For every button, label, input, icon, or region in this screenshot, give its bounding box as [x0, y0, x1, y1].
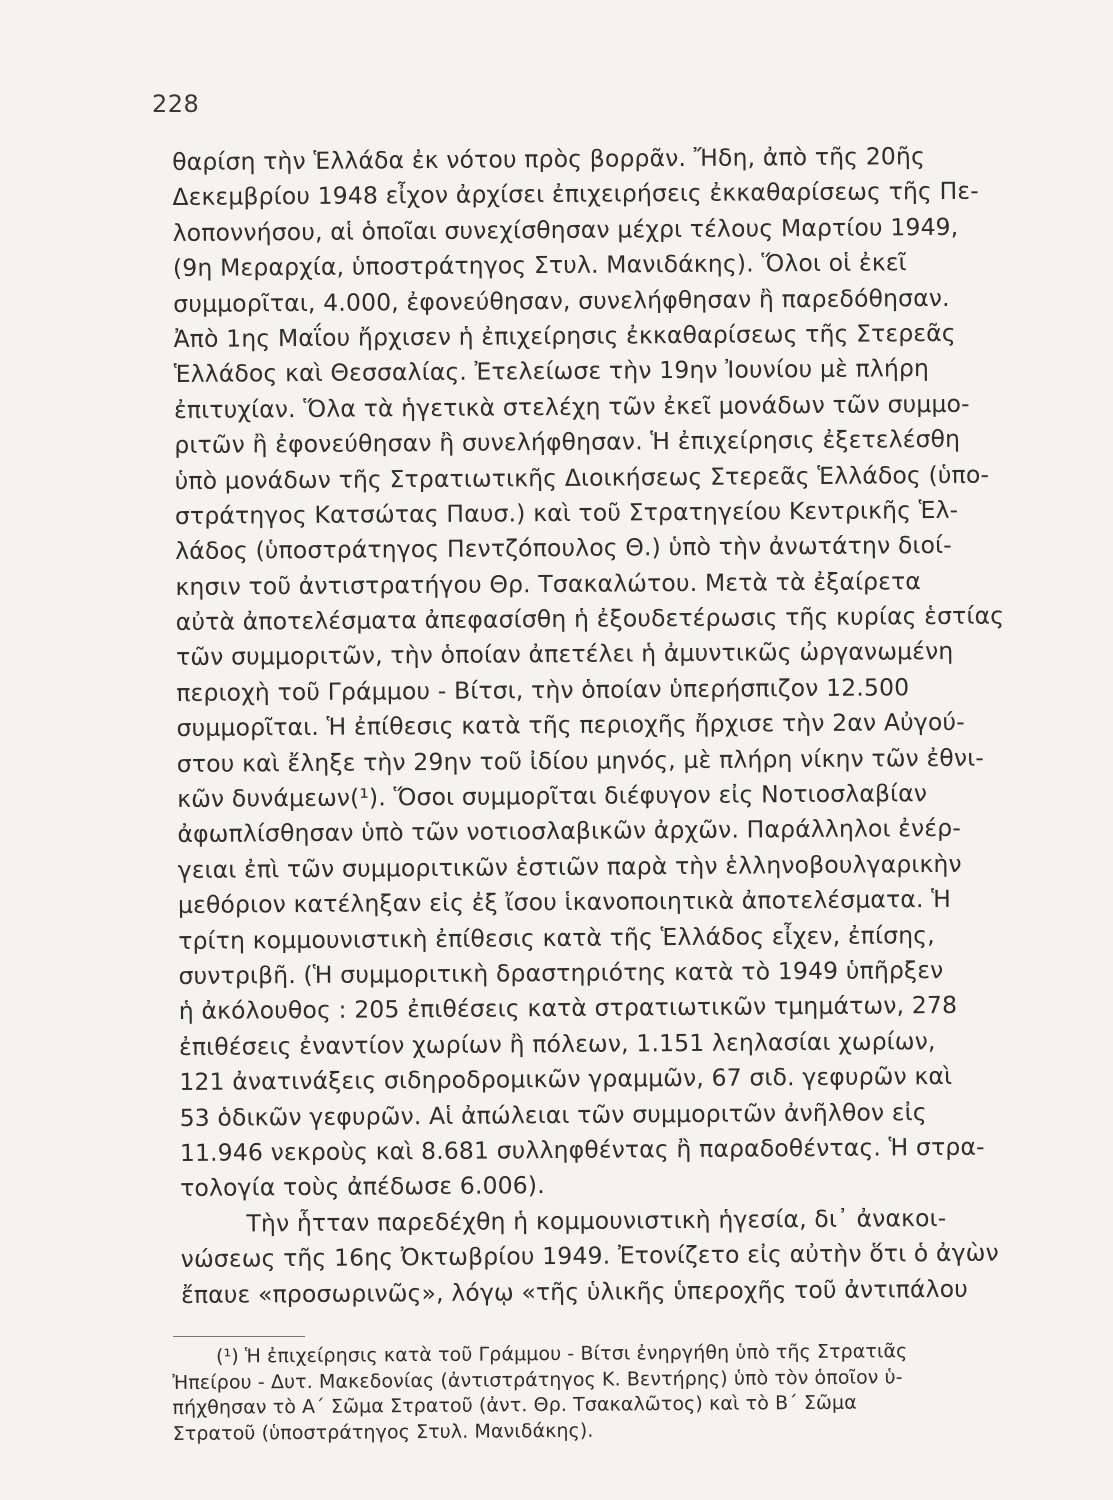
text-line: περιοχὴ τοῦ Γράμμου - Βίτσι, τὴν ὁποίαν ὑπερήσπιζον 12.500 [176, 673, 910, 707]
main-text [172, 138, 1061, 1313]
text-line: ὑπὸ μονάδων τῆς Στρατιωτικῆς Διοικήσεως Στερεᾶς Ἑλλάδος (ὑπο- [174, 460, 990, 495]
text-line: ριτῶν ἢ ἐφονεύθησαν ἢ συνελήφθησαν. Ἡ ἐπιχείρησις ἐξετελέσθη [174, 424, 961, 460]
text-line: (9η Μεραρχία, ὑποστράτηγος Στυλ. Μανιδάκης). Ὅλοι οἱ ἐκεῖ [172, 248, 907, 283]
text-line: ἀφωπλίσθησαν ὑπὸ τῶν νοτιοσλαβικῶν ἀρχῶν. Παράλληλοι ἐνέρ- [177, 814, 962, 849]
text-line: κῶν δυνάμεων(¹). Ὅσοι συμμορῖται διέφυγον εἰς Νοτιοσλαβίαν [177, 779, 928, 814]
footnote-line: (¹) Ἡ ἐπιχείρησις κατὰ τοῦ Γράμμου - Βίτσι ἐνηργήθη ὑπὸ τῆς Στρατιᾶς [216, 1340, 908, 1368]
text-line: γειαι ἐπὶ τῶν συμμοριτικῶν ἑστιῶν παρὰ τὴν ἑλληνοβουλγαρικὴν [177, 849, 962, 884]
text-line: 121 ἀνατινάξεις σιδηροδρομικῶν γραμμῶν, 67 σιδ. γεφυρῶν καὶ [179, 1062, 953, 1097]
text-line: Τὴν ἧτταν παρεδέχθη ἡ κομμουνιστικὴ ἡγεσία, δι᾽ ἀνακοι- [246, 1203, 947, 1238]
text-line: τολογία τοὺς ἀπέδωσε 6.006). [180, 1171, 545, 1203]
text-line: 53 ὁδικῶν γεφυρῶν. Αἱ ἀπώλειαι τῶν συμμοριτῶν ἀνῆλθον εἰς [179, 1097, 927, 1132]
text-line: συμμορῖται. Ἡ ἐπίθεσις κατὰ τῆς περιοχῆς ἤρχισε τὴν 2αν Αὐγού- [176, 708, 965, 743]
footnote-line: Ἠπείρου - Δυτ. Μακεδονίας (ἀντιστράτηγος Κ. Βεντήρης) ὑπὸ τὸν ὁποῖον ὑ- [172, 1365, 903, 1394]
text-line: Ἑλλάδος καὶ Θεσσαλίας. Ἐτελείωσε τὴν 19ην Ἰουνίου μὲ πλήρη [173, 354, 930, 389]
text-line: λοποννήσου, αἱ ὁποῖαι συνεχίσθησαν μέχρι τέλους Μαρτίου 1949, [172, 212, 959, 247]
text-line: ἐπιθέσεις ἐναντίον χωρίων ἢ πόλεων, 1.151 λεηλασίαι χωρίων, [178, 1026, 936, 1061]
text-line: λάδος (ὑποστράτηγος Πεντζόπουλος Θ.) ὑπὸ τὴν ἀνωτάτην διοί- [175, 531, 952, 566]
page-number: 228 [152, 90, 200, 118]
text-line: συμμορῖται, 4.000, ἐφονεύθησαν, συνελήφθησαν ἢ παρεδόθησαν. [173, 283, 950, 318]
paragraph-2 [180, 1200, 1061, 1313]
paragraph-1 [172, 138, 1060, 1207]
text-line: στράτηγος Κατσώτας Παυσ.) καὶ τοῦ Στρατηγείου Κεντρικῆς Ἑλ- [174, 495, 959, 530]
text-line: συντριβῆ. (Ἡ συμμοριτικὴ δραστηριότης κατὰ τὸ 1949 ὑπῆρξεν [178, 955, 944, 990]
text-line: ἡ ἀκόλουθος : 205 ἐπιθέσεις κατὰ στρατιωτικῶν τμημάτων, 278 [178, 991, 958, 1026]
footnote-line: πήχθησαν τὸ Α΄ Σῶμα Στρατοῦ (ἀντ. Θρ. Τσακαλῶτος) καὶ τὸ Β΄ Σῶμα [172, 1391, 857, 1419]
text-line: κησιν τοῦ ἀντιστρατήγου Θρ. Τσακαλώτου. Μετὰ τὰ ἐξαίρετα [175, 566, 922, 601]
footnote-separator [173, 1336, 305, 1337]
footnote-line: Στρατοῦ (ὑποστράτηγος Στυλ. Μανιδάκης). [172, 1419, 594, 1445]
text-line: μεθόριον κατέληξαν εἰς ἐξ ἴσου ἱκανοποιητικὰ ἀποτελέσματα. Ἡ [177, 885, 952, 920]
text-line: 11.946 νεκροὺς καὶ 8.681 συλληφθέντας ἢ παραδοθέντας. Ἡ στρα- [179, 1132, 985, 1167]
text-line: τῶν συμμοριτῶν, τὴν ὁποίαν ἀπετέλει ἡ ἀμυντικῶς ὠργανωμένη [175, 637, 954, 672]
text-line: στου καὶ ἔληξε τὴν 29ην τοῦ ἰδίου μηνός, μὲ πλήρη νίκην τῶν ἐθνι- [176, 743, 985, 778]
text-line: τρίτη κομμουνιστικὴ ἐπίθεσις κατὰ τῆς Ἑλλάδος εἶχεν, ἐπίσης, [178, 920, 935, 955]
text-line: αὐτὰ ἀποτελέσματα ἀπεφασίσθη ἡ ἐξουδετέρωσις τῆς κυρίας ἑστίας [175, 601, 1005, 637]
footnote [172, 1338, 1053, 1447]
text-line: θαρίση τὴν Ἑλλάδα ἐκ νότου πρὸς βορρᾶν. Ἤδη, ἀπὸ τῆς 20ῆς [172, 142, 926, 176]
text-line: Δεκεμβρίου 1948 εἶχον ἀρχίσει ἐπιχειρήσεις ἐκκαθαρίσεως τῆς Πε- [172, 177, 979, 212]
text-line: ἐπιτυχίαν. Ὅλα τὰ ἡγετικὰ στελέχη τῶν ἐκεῖ μονάδων τῶν συμμο- [173, 389, 970, 424]
text-line: Ἀπὸ 1ης Μαΐου ἤρχισεν ἡ ἐπιχείρησις ἐκκαθαρίσεως τῆς Στερεᾶς [173, 318, 956, 353]
text-line: ἔπαυε «προσωρινῶς», λόγῳ «τῆς ὑλικῆς ὑπεροχῆς τοῦ ἀντιπάλου [180, 1274, 969, 1309]
text-line: νώσεως τῆς 16ης Ὀκτωβρίου 1949. Ἐτονίζετο εἰς αὐτὴν ὅτι ὁ ἀγὼν [180, 1238, 999, 1274]
